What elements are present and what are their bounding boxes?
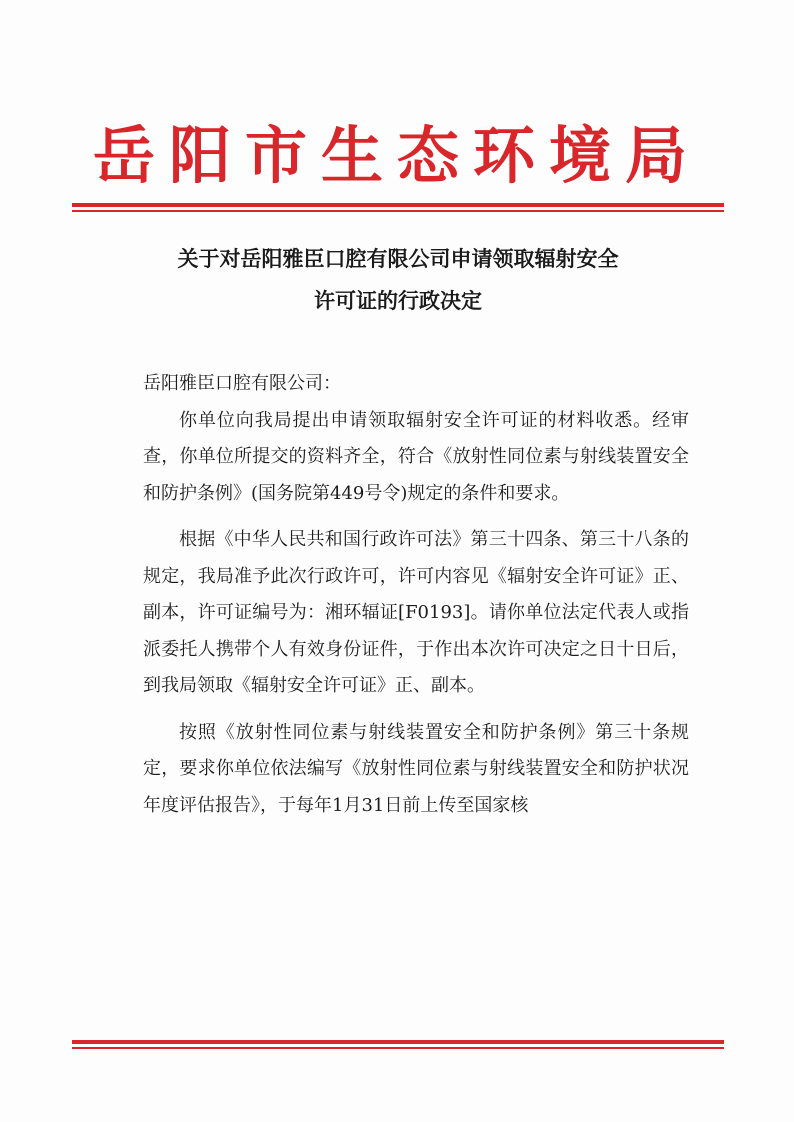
document-body: [143, 366, 689, 824]
paragraph-2: 根据《中华人民共和国行政许可法》第三十四条、第三十八条的规定，我局准予此次行政许可，许可内容见《辐射安全许可证》正、副本，许可证编号为：湘环辐证[F0193]。请你单位法定代表人或指派委托人携带个人有效身份证件，于作出本次许可决定之日十日后，到我局领取《辐射安全许可证》正、副本。: [143, 529, 689, 696]
paragraph-3: 按照《放射性同位素与射线装置安全和防护条例》第三十条规定，要求你单位依法编写《放射性同位素与射线装置安全和防护状况年度评估报告》，于每年1月31日前上传至国家核: [143, 721, 689, 816]
document-title-line-2: 许可证的行政决定: [314, 289, 482, 313]
footer-divider-thin-line: [72, 1047, 724, 1049]
divider-thin-line: [72, 210, 724, 212]
footer-divider-thick-line: [72, 1040, 724, 1044]
agency-masthead: 岳阳市生态环境局: [92, 119, 701, 192]
paragraph-1: 你单位向我局提出申请领取辐射安全许可证的材料收悉。经审查，你单位所提交的资料齐全，符合《放射性同位素与射线装置安全和防护条例》(国务院第449号令)规定的条件和要求。: [143, 409, 689, 504]
document-title: [72, 238, 724, 322]
footer-divider: [72, 1040, 724, 1049]
masthead-divider: [72, 203, 724, 212]
document-title-line-1: 关于对岳阳雅臣口腔有限公司申请领取辐射安全: [177, 247, 619, 271]
salutation: 岳阳雅臣口腔有限公司：: [143, 373, 341, 394]
divider-thick-line: [72, 203, 724, 207]
